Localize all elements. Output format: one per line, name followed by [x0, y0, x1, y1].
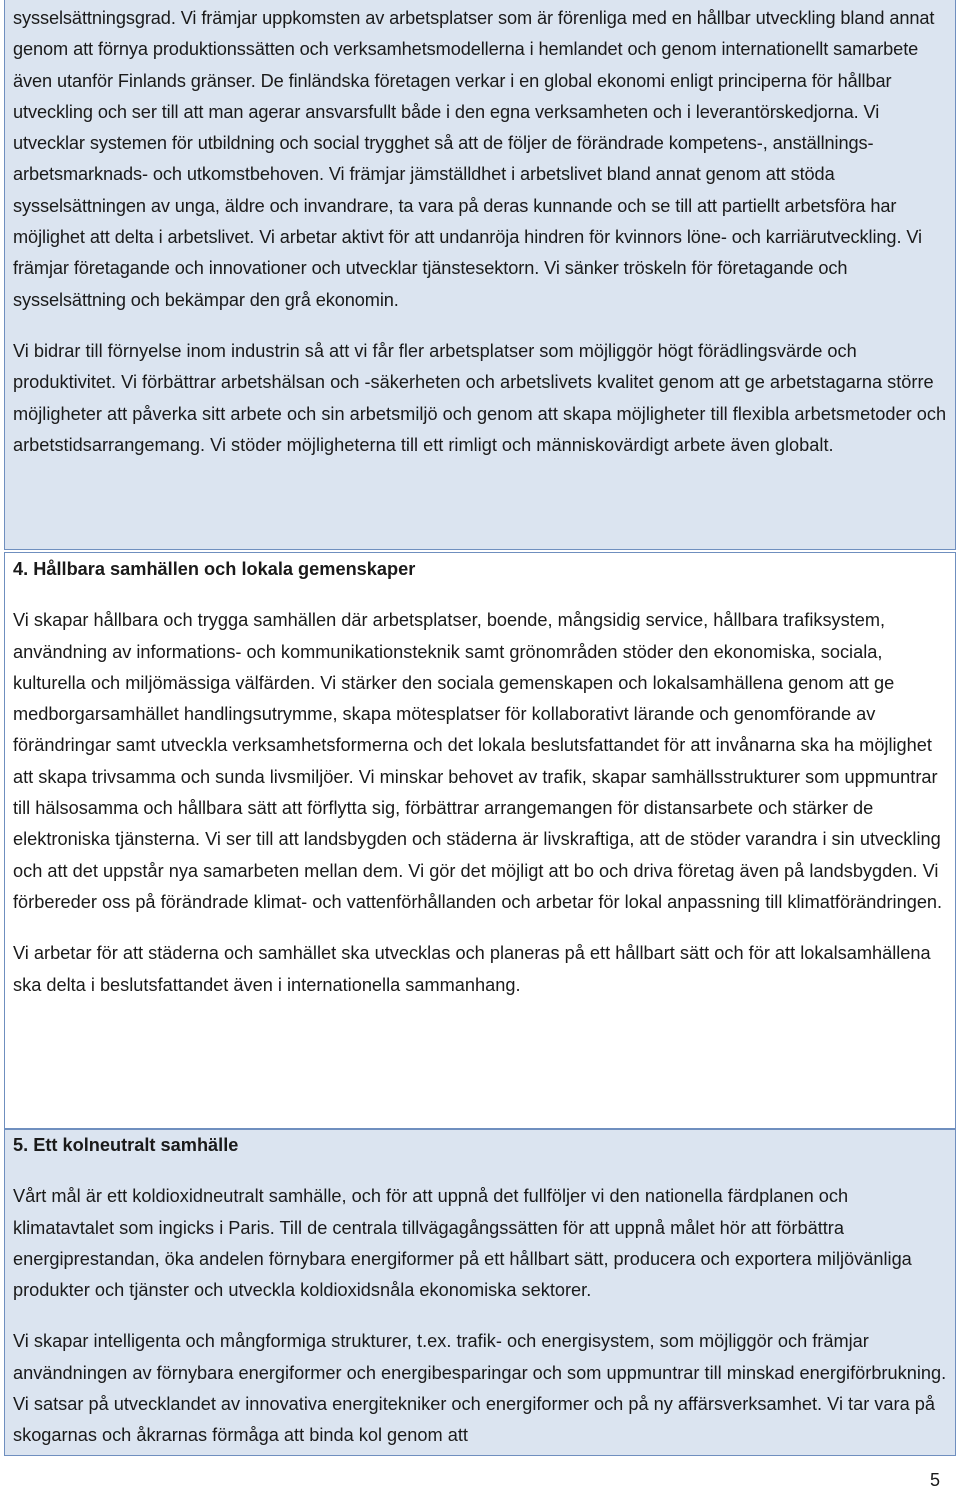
page-number: 5 — [929, 1470, 940, 1490]
paragraph: sysselsättningsgrad. Vi främjar uppkomsten av arbetsplatser som är förenliga med en hållbar utveckling bland annat genom att förnya produktionssätten och verksamhetsmodellerna i hemlandet och genom internationellt samarbete även utanför Finlands gränser. De finländska företagen verkar i en global ekonomi enligt principerna för hållbar utveckling och ser till att man agerar ansvarsfullt både i den egna verksamheten och i leverantörskedjorna. Vi utvecklar systemen för utbildning och social trygghet så att de följer de förändrade kompetens-, anställnings- arbetsmarknads- och utkomstbehoven. Vi främjar jämställdhet i arbetslivet bland annat genom att stöda sysselsättningen av unga, äldre och invandrare, ta vara på deras kunnande och se till att partiellt arbetsföra har möjlighet att delta i arbetslivet. Vi arbetar aktivt för att undanröja hindren för kvinnors löne- och karriärutveckling. Vi främjar företagande och innovationer och utvecklar tjänstesektorn. Vi sänker tröskeln för företagande och sysselsättning och bekämpar den grå ekonomin. — [13, 8, 935, 310]
paragraph: Vi bidrar till förnyelse inom industrin så att vi får fler arbetsplatser som möjliggör högt förädlingsvärde och produktivitet. Vi förbättrar arbetshälsan och -säkerheten och arbetslivets kvalitet genom att ge arbetstagarna större möjligheter att påverka sitt arbete och sin arbetsmiljö och genom att skapa möjligheter till flexibla arbetsmetoder och arbetstidsarrangemang. Vi stöder möjligheterna till ett rimligt och människovärdigt arbete även globalt. — [13, 340, 947, 455]
paragraph: Vi arbetar för att städerna och samhället ska utvecklas och planeras på ett hållbart sätt och för att lokalsamhällena ska delta i beslutsfattandet även i internationella sammanhang. — [13, 943, 931, 995]
paragraph: Vi skapar intelligenta och mångformiga strukturer, t.ex. trafik- och energisystem, som möjliggör och främjar användningen av förnybara energiformer och energibesparingar och som uppmuntrar till minskad energiförbrukning. Vi satsar på utvecklandet av innovativa energitekniker och energiformer och på ny affärsverksamhet. Vi tar vara på skogarnas och åkrarnas förmåga att binda kol genom att — [13, 1331, 947, 1446]
paragraph: Vi skapar hållbara och trygga samhällen där arbetsplatser, boende, mångsidig service, hållbara trafiksystem, användning av informations- och kommunikationsteknik samt grönområden stöder den ekonomiska, sociala, kulturella och miljömässiga välfärden. Vi stärker den sociala gemenskapen och lokalsamhällena genom att ge medborgarsamhället handlingsutrymme, skapa mötesplatser för kollaborativt lärande och genomförande av förändringar samt utveckla verksamhetsformerna och det lokala beslutsfattandet för att invånarna ska ha möjlighet att skapa trivsamma och sunda livsmiljöer. Vi minskar behovet av trafik, skapar samhällsstrukturer som uppmuntrar till hälsosamma och hållbara sätt att förflytta sig, förbättrar arrangemangen för distansarbete och stärker de elektroniska tjänsterna. Vi ser till att landsbygden och städerna är livskraftiga, att de stöder varandra i sin utveckling och att det uppstår nya samarbeten mellan dem. Vi gör det möjligt att bo och driva företag även på landsbygden. Vi förbereder oss på förändrade klimat- och vattenförhållanden och arbetar för lokal anpassning till klimatförändringen. — [13, 610, 943, 912]
section-heading: 5. Ett kolneutralt samhälle — [13, 1135, 239, 1155]
paragraph: Vårt mål är ett koldioxidneutralt samhälle, och för att uppnå det fullföljer vi den nationella färdplanen och klimatavtalet som ingicks i Paris. Till de centrala tillvägagångssätten för att uppnå målet hör att förbättra energiprestandan, öka andelen förnybara energiformer på ett hållbart sätt, producera och exportera miljövänliga produkter och tjänster och utveckla koldioxidsnåla ekonomiska sektorer. — [13, 1186, 912, 1301]
section-4-box — [4, 552, 956, 1129]
section-5-box — [4, 1129, 956, 1456]
section-3-continuation-box — [4, 0, 956, 550]
section-heading: 4. Hållbara samhällen och lokala gemenskaper — [13, 559, 416, 579]
